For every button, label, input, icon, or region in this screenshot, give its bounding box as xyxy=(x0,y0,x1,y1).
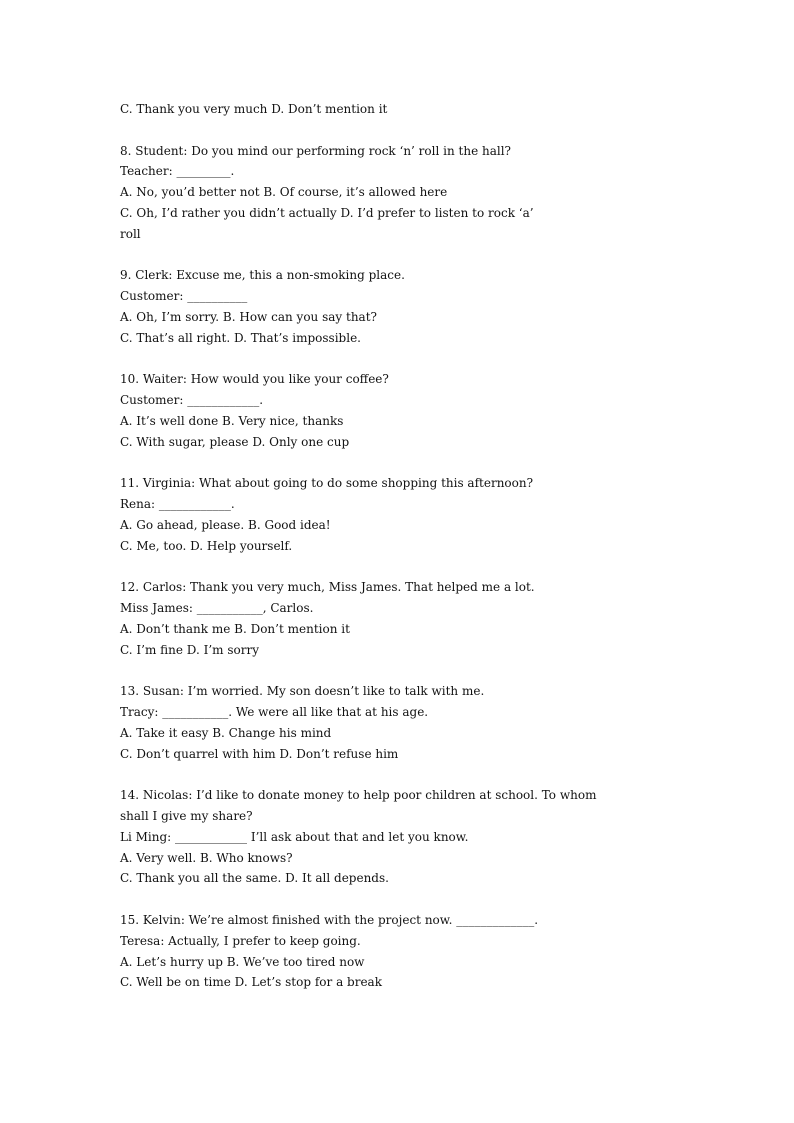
question-option-line: C. Well be on time D. Let’s stop for a break xyxy=(120,975,382,990)
question-option-line: C. Me, too. D. Help yourself. xyxy=(120,538,293,553)
question-stem: 9. Clerk: Excuse me, this a non-smoking place. xyxy=(120,268,405,283)
question-option-line: C. Thank you very much D. Don’t mention it xyxy=(120,102,388,116)
question-response-line: Teacher: _________. xyxy=(120,164,235,179)
question-response-line: Customer: __________ xyxy=(120,289,248,304)
question-response-line: Teresa: Actually, I prefer to keep going. xyxy=(120,933,361,948)
spacer xyxy=(120,765,680,786)
question-option-line: C. Oh, I’d rather you didn’t actually D. I’d prefer to listen to rock ‘a’ xyxy=(120,205,534,220)
question-option-line: C. I’m fine D. I’m sorry xyxy=(120,642,259,657)
question-option-line: C. Thank you all the same. D. It all depends. xyxy=(120,871,389,886)
question-option-line: C. Don’t quarrel with him D. Don’t refuse him xyxy=(120,746,399,761)
question-response-line: Rena: ____________. xyxy=(120,497,235,512)
question-9 xyxy=(120,265,680,348)
question-option-line: A. Go ahead, please. B. Good idea! xyxy=(120,517,331,532)
question-option-line: A. Don’t thank me B. Don’t mention it xyxy=(120,621,350,636)
spacer xyxy=(120,120,680,141)
question-stem: 10. Waiter: How would you like your coffee? xyxy=(120,372,389,387)
question-option-line: A. Oh, I’m sorry. B. How can you say that? xyxy=(120,309,377,324)
spacer xyxy=(120,349,680,370)
question-stem-continued: shall I give my share? xyxy=(120,809,253,824)
question-option-line: C. That’s all right. D. That’s impossible. xyxy=(120,330,361,345)
question-15 xyxy=(120,910,680,993)
question-option-line: A. Take it easy B. Change his mind xyxy=(120,725,332,740)
question-stem: 14. Nicolas: I’d like to donate money to help poor children at school. To whom xyxy=(120,788,597,803)
spacer xyxy=(120,889,680,910)
question-option-line: A. It’s well done B. Very nice, thanks xyxy=(120,413,344,428)
question-14 xyxy=(120,785,680,889)
question-option-line: A. Let’s hurry up B. We’ve too tired now xyxy=(120,954,365,969)
question-option-line: C. With sugar, please D. Only one cup xyxy=(120,434,350,449)
question-response-line: Miss James: ___________, Carlos. xyxy=(120,601,314,616)
spacer xyxy=(120,557,680,578)
question-12 xyxy=(120,577,680,660)
question-stem: 12. Carlos: Thank you very much, Miss James. That helped me a lot. xyxy=(120,580,535,595)
spacer xyxy=(120,661,680,682)
question-stem: 11. Virginia: What about going to do some shopping this afternoon? xyxy=(120,476,534,491)
question-stem: 8. Student: Do you mind our performing rock ‘n’ roll in the hall? xyxy=(120,143,511,158)
question-10 xyxy=(120,369,680,452)
question-option-line: A. Very well. B. Who knows? xyxy=(120,850,293,865)
question-response-line: Tracy: ___________. We were all like that at his age. xyxy=(120,705,429,720)
question-8 xyxy=(120,141,680,245)
spacer xyxy=(120,453,680,474)
question-stem: 13. Susan: I’m worried. My son doesn’t like to talk with me. xyxy=(120,684,485,699)
spacer xyxy=(120,245,680,266)
question-block xyxy=(120,99,680,120)
question-stem: 15. Kelvin: We’re almost finished with the project now. _____________. xyxy=(120,913,539,928)
question-13 xyxy=(120,681,680,764)
question-response-line: Customer: ____________. xyxy=(120,393,264,408)
question-11 xyxy=(120,473,680,556)
question-option-line: roll xyxy=(120,226,141,241)
question-response-line: Li Ming: ____________ I’ll ask about that and let you know. xyxy=(120,829,469,844)
question-option-line: A. No, you’d better not B. Of course, it’s allowed here xyxy=(120,185,448,200)
document-page xyxy=(120,99,680,993)
